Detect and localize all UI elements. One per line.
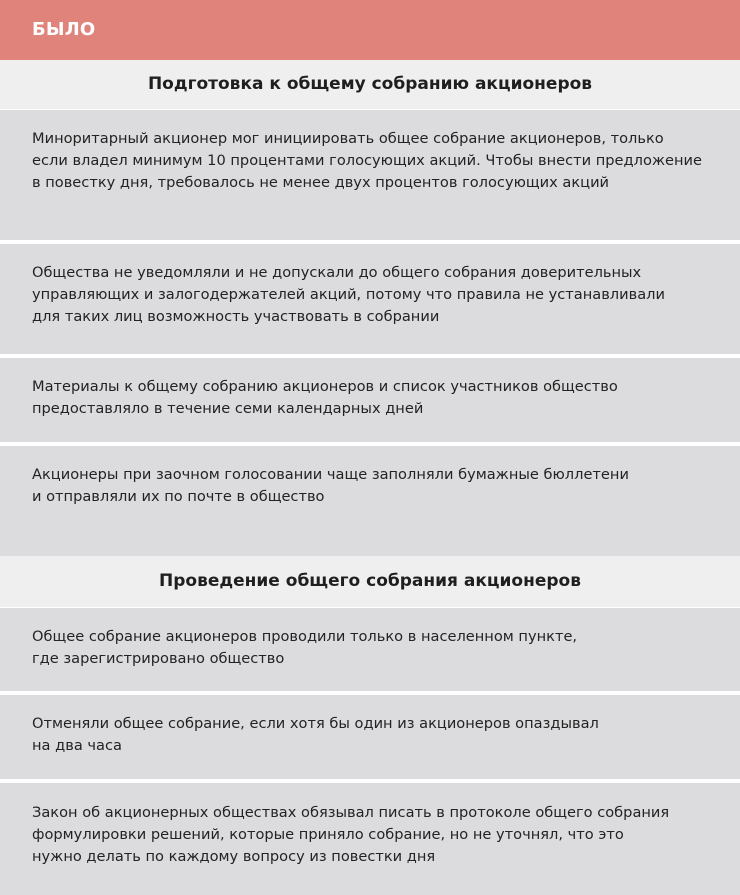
row-line: для таких лиц возможность участвовать в собрании [32,308,440,325]
row-line: Общее собрание акционеров проводили только в населенном пункте, [32,628,578,645]
row-line: и отправляли их по почте в общество [32,488,325,505]
row-line: Акционеры при заочном голосовании чаще заполняли бумажные бюллетени [32,466,629,483]
list-item [0,358,740,442]
row-line: на два часа [32,737,122,754]
row-line: Общества не уведомляли и не допускали до общего собрания доверительных [32,264,642,281]
row-line: Закон об акционерных обществах обязывал писать в протоколе общего собрания [32,804,670,821]
row-line: Отменяли общее собрание, если хотя бы один из акционеров опаздывал [32,715,599,732]
list-item [0,446,740,556]
list-item [0,783,740,895]
page-header [0,0,740,60]
row-line: предоставляло в течение семи календарных дней [32,400,424,417]
section-title-conducting [0,556,740,607]
section-title-preparation [0,60,740,109]
list-item [0,608,740,691]
row-line: где зарегистрировано общество [32,650,285,667]
row-line: нужно делать по каждому вопросу из повестки дня [32,848,436,865]
row-line: в повестку дня, требовалось не менее двух процентов голосующих акций [32,174,610,191]
row-line: управляющих и залогодержателей акций, потому что правила не устанавливали [32,286,665,303]
row-line: Материалы к общему собранию акционеров и список участников общество [32,378,618,395]
row-line: формулировки решений, которые приняло собрание, но не уточнял, что это [32,826,624,843]
row-line: если владел минимум 10 процентами голосующих акций. Чтобы внести предложение [32,152,703,169]
header-title: БЫЛО [32,19,96,40]
list-item [0,244,740,354]
section-title-text: Проведение общего собрания акционеров [159,571,581,591]
list-item [0,695,740,779]
section-title-text: Подготовка к общему собранию акционеров [147,74,593,94]
row-line: Миноритарный акционер мог инициировать общее собрание акционеров, только [32,130,664,147]
list-item [0,110,740,240]
